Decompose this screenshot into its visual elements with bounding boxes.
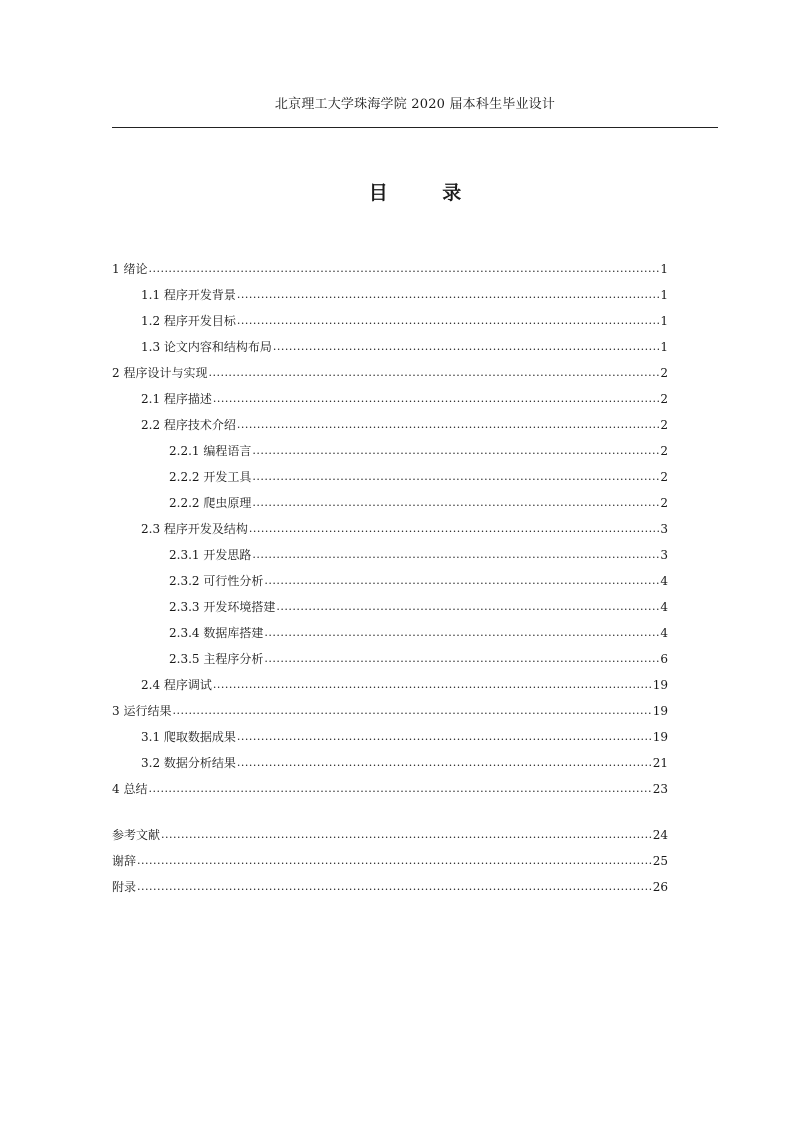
toc-entry[interactable] — [112, 620, 668, 646]
toc-entry-page-number: 2 — [660, 470, 668, 484]
toc-entry-label: 1.3 论文内容和结构布局 — [141, 340, 272, 354]
toc-entry-page-number: 2 — [660, 392, 668, 406]
toc-dot-leader — [137, 874, 652, 900]
toc-entry-label: 2.3 程序开发及结构 — [141, 522, 248, 536]
toc-entry[interactable] — [112, 822, 668, 848]
toc-entry-page-number: 6 — [660, 652, 668, 666]
toc-dot-leader — [213, 386, 659, 412]
toc-entry-label: 2.3.4 数据库搭建 — [169, 626, 264, 640]
toc-entry-page-number: 3 — [660, 522, 668, 536]
toc-dot-leader — [273, 334, 659, 360]
toc-entry-page-number: 2 — [660, 496, 668, 510]
toc-dot-leader — [237, 282, 659, 308]
toc-entry[interactable] — [112, 308, 668, 334]
toc-dot-leader — [252, 490, 659, 516]
toc-title: 目 录 — [368, 182, 486, 204]
toc-entry-label: 2.3.3 开发环境搭建 — [169, 600, 276, 614]
toc-entry-label: 1.1 程序开发背景 — [141, 288, 236, 302]
toc-entry[interactable] — [112, 464, 668, 490]
toc-entry[interactable] — [112, 672, 668, 698]
toc-entry[interactable] — [112, 568, 668, 594]
toc-entry-page-number: 25 — [652, 854, 668, 868]
toc-dot-leader — [252, 438, 659, 464]
toc-entry-label: 3.1 爬取数据成果 — [141, 730, 236, 744]
toc-entry-label: 2.2 程序技术介绍 — [141, 418, 236, 432]
toc-entry[interactable] — [112, 334, 668, 360]
toc-entry-page-number: 2 — [660, 444, 668, 458]
toc-entry-label: 2.3.1 开发思路 — [169, 548, 252, 562]
toc-entry-page-number: 19 — [652, 678, 668, 692]
toc-dot-leader — [148, 776, 651, 802]
toc-entry-label: 附录 — [112, 880, 137, 894]
toc-dot-leader — [252, 542, 659, 568]
toc-dot-leader — [237, 308, 659, 334]
toc-entry-label: 2.1 程序描述 — [141, 392, 212, 406]
toc-entry-label: 4 总结 — [112, 782, 148, 796]
toc-entry-label: 2.2.2 爬虫原理 — [169, 496, 252, 510]
toc-dot-leader — [252, 464, 659, 490]
toc-entry[interactable] — [112, 282, 668, 308]
toc-entry-label: 2.3.2 可行性分析 — [169, 574, 264, 588]
toc-entry-page-number: 1 — [660, 340, 668, 354]
toc-entry[interactable] — [112, 848, 668, 874]
toc-entry-page-number: 4 — [660, 574, 668, 588]
toc-entry-page-number: 19 — [652, 704, 668, 718]
toc-entry-label: 1 绪论 — [112, 262, 148, 276]
toc-entry-label: 2.2.2 开发工具 — [169, 470, 252, 484]
toc-entry-page-number: 2 — [660, 366, 668, 380]
toc-dot-leader — [264, 568, 659, 594]
toc-dot-leader — [237, 724, 652, 750]
toc-entry-page-number: 4 — [660, 600, 668, 614]
toc-entry-label: 1.2 程序开发目标 — [141, 314, 236, 328]
toc-entry-label: 谢辞 — [112, 854, 137, 868]
toc-entry-page-number: 1 — [660, 262, 668, 276]
toc-dot-leader — [237, 412, 659, 438]
toc-entry-page-number: 1 — [660, 288, 668, 302]
toc-entry[interactable] — [112, 594, 668, 620]
toc-entry-page-number: 2 — [660, 418, 668, 432]
toc-entry-label: 2.3.5 主程序分析 — [169, 652, 264, 666]
toc-entry[interactable] — [112, 874, 668, 900]
toc-entry-label: 2.2.1 编程语言 — [169, 444, 252, 458]
toc-dot-leader — [213, 672, 652, 698]
toc-entry-page-number: 3 — [660, 548, 668, 562]
toc-entry-label: 2 程序设计与实现 — [112, 366, 208, 380]
page-header: 北京理工大学珠海学院 2020 届本科生毕业设计 — [274, 97, 556, 112]
toc-dot-leader — [161, 822, 652, 848]
toc-entry[interactable] — [112, 776, 668, 802]
toc-entry-page-number: 21 — [652, 756, 668, 770]
toc-entry[interactable] — [112, 698, 668, 724]
toc-dot-leader — [249, 516, 659, 542]
toc-entry[interactable] — [112, 360, 668, 386]
toc-entry[interactable] — [112, 412, 668, 438]
toc-dot-leader — [172, 698, 651, 724]
table-of-contents — [112, 256, 668, 900]
toc-entry-label: 参考文献 — [112, 828, 161, 842]
toc-entry[interactable] — [112, 256, 668, 282]
header-divider — [112, 127, 718, 128]
toc-entry-page-number: 1 — [660, 314, 668, 328]
toc-dot-leader — [148, 256, 659, 282]
toc-entry[interactable] — [112, 646, 668, 672]
toc-dot-leader — [137, 848, 652, 874]
toc-dot-leader — [237, 750, 652, 776]
toc-entry[interactable] — [112, 516, 668, 542]
toc-entry-label: 3.2 数据分析结果 — [141, 756, 236, 770]
toc-entry-label: 2.4 程序调试 — [141, 678, 212, 692]
toc-entry-page-number: 23 — [652, 782, 668, 796]
toc-entry-page-number: 4 — [660, 626, 668, 640]
toc-entry[interactable] — [112, 750, 668, 776]
toc-entry[interactable] — [112, 724, 668, 750]
toc-entry-page-number: 24 — [652, 828, 668, 842]
toc-entry[interactable] — [112, 386, 668, 412]
toc-entry[interactable] — [112, 542, 668, 568]
toc-entry-label: 3 运行结果 — [112, 704, 172, 718]
toc-entry-page-number: 26 — [652, 880, 668, 894]
toc-dot-leader — [276, 594, 659, 620]
toc-dot-leader — [264, 620, 659, 646]
toc-entry[interactable] — [112, 438, 668, 464]
toc-entry-page-number: 19 — [652, 730, 668, 744]
toc-dot-leader — [208, 360, 659, 386]
toc-entry[interactable] — [112, 490, 668, 516]
toc-dot-leader — [264, 646, 659, 672]
